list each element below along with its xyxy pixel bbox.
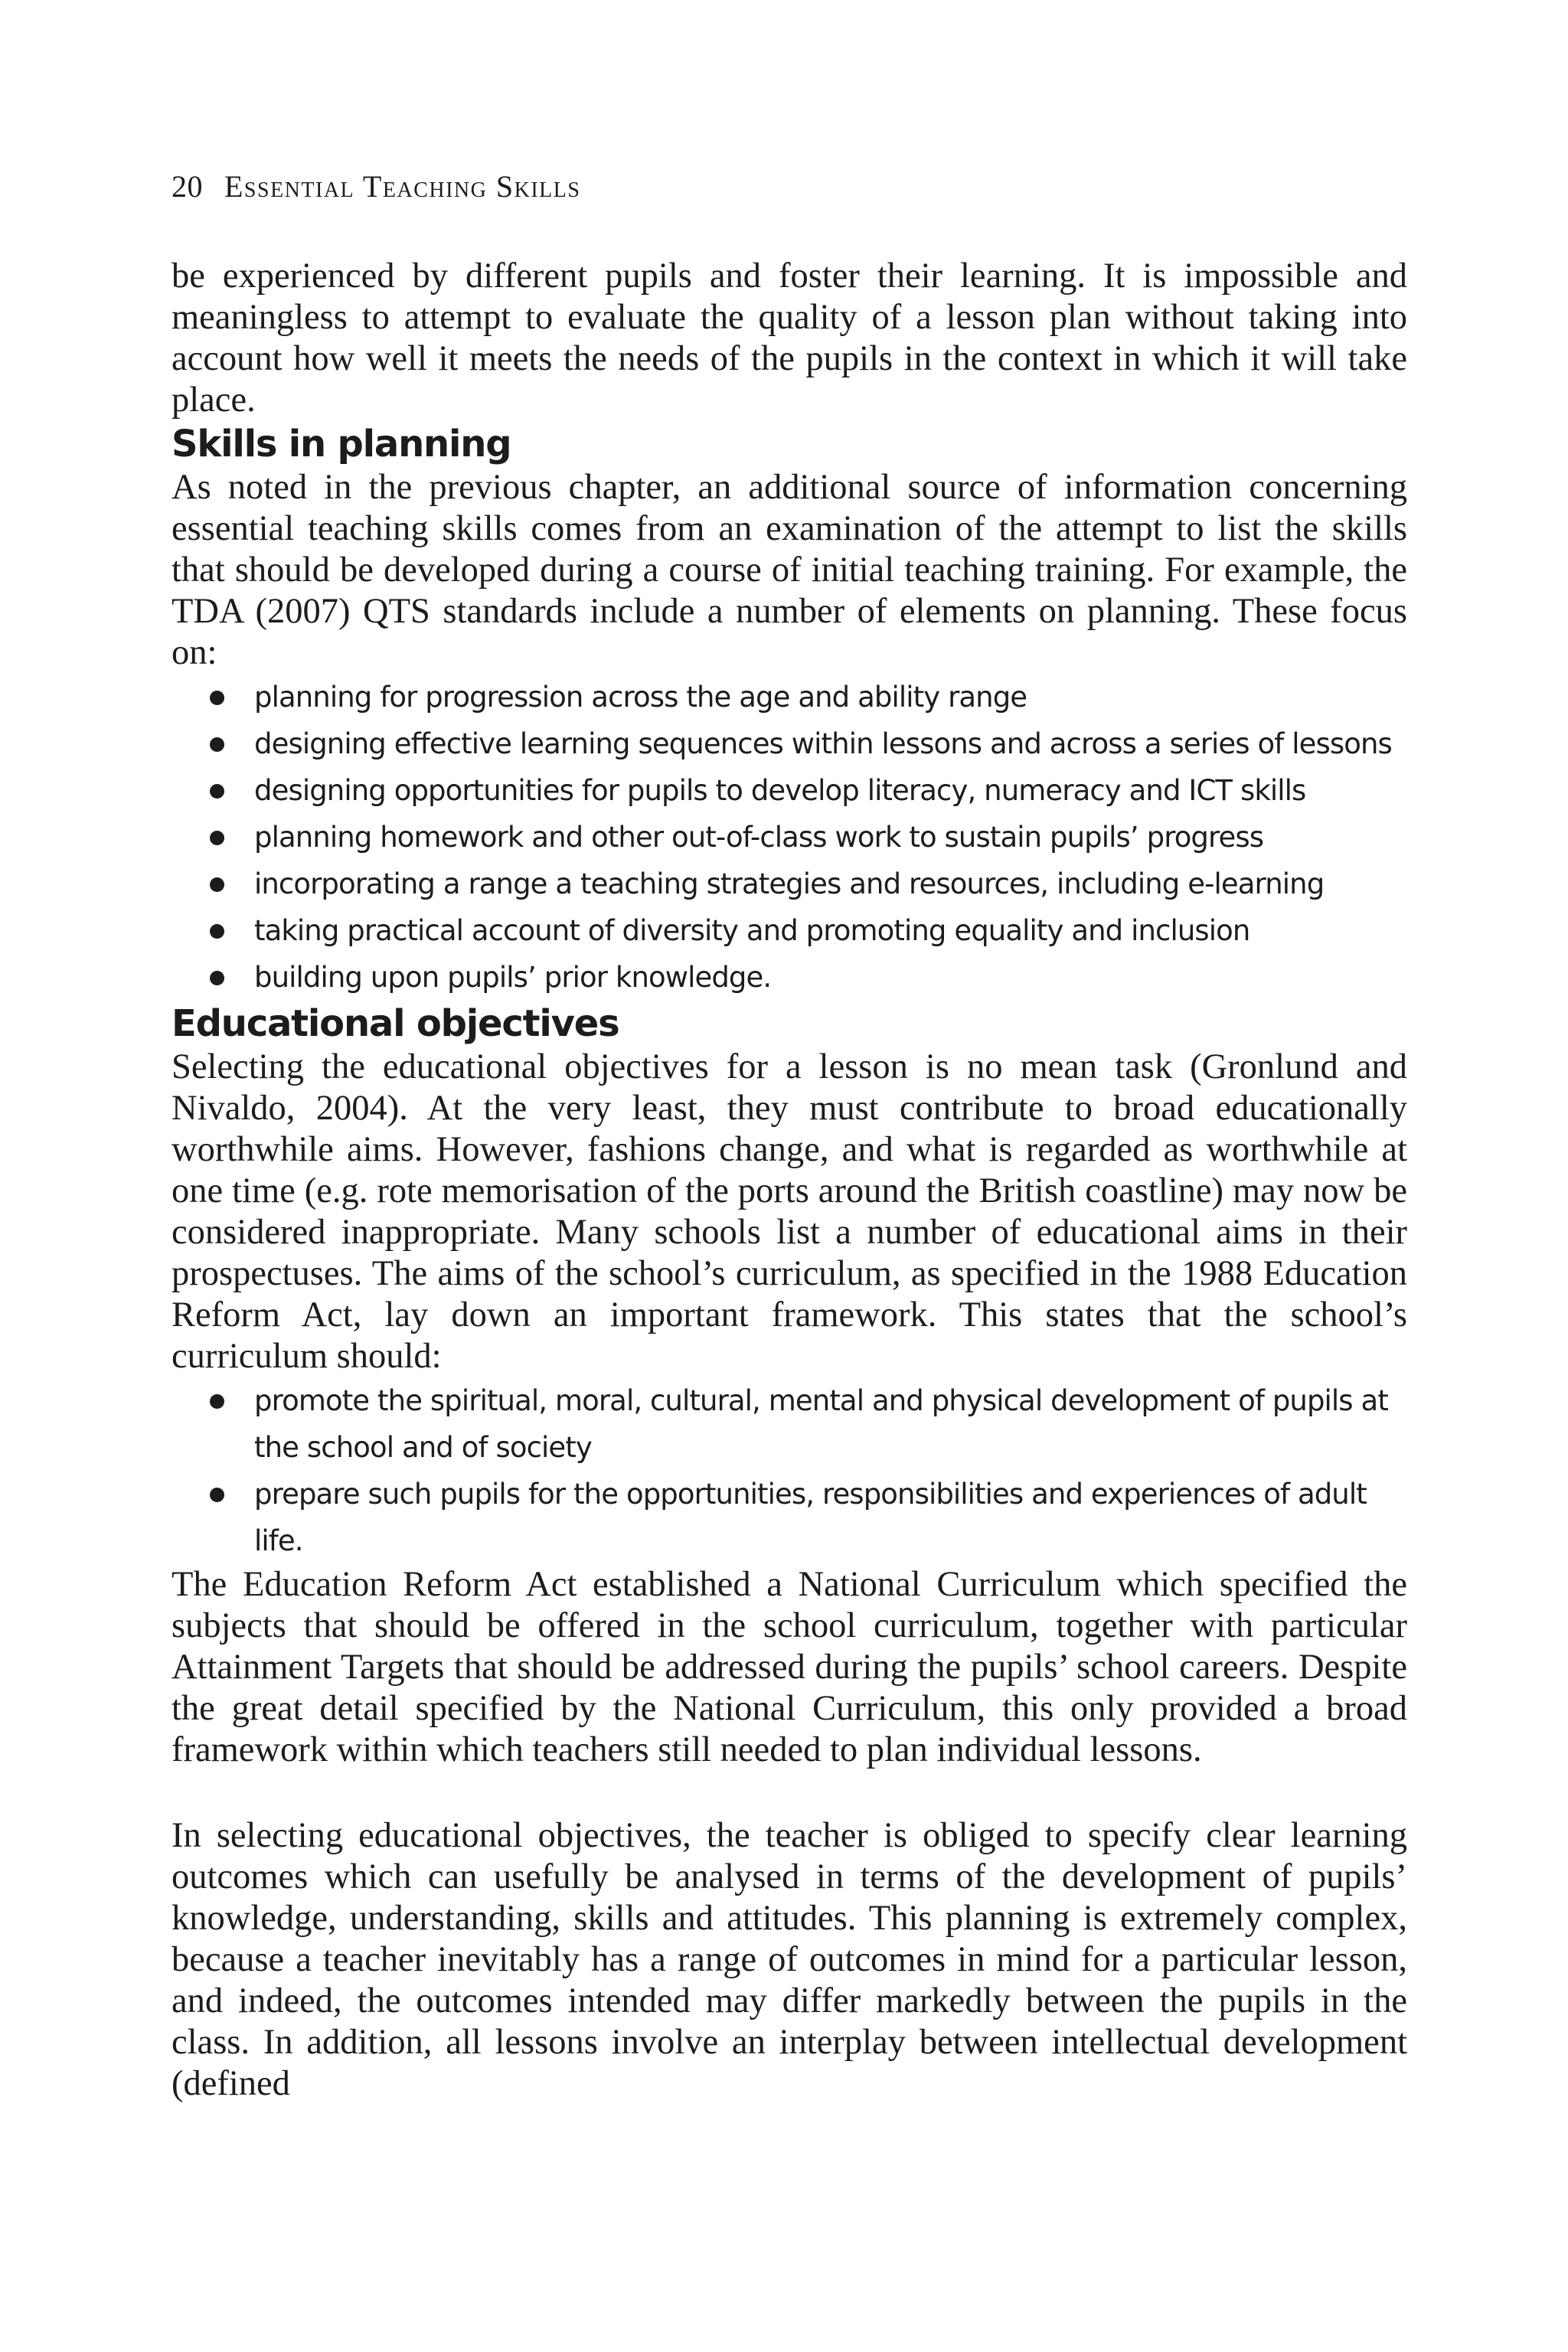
bullet-icon (210, 877, 224, 892)
list-item: designing effective learning sequences within lessons and across a series of lessons (210, 720, 1407, 767)
objectives-paragraph-2: The Education Reform Act established a National Curriculum which specified the subjects that should be offered in the school curriculum, together with particular Attainment Targets that should be addressed during the pupils’ school careers. Despite the great detail specified by the National Curriculum, this only provided a broad framework within which teachers still needed to plan individual lessons. (172, 1565, 1407, 1769)
list-item: planning homework and other out-of-class work to sustain pupils’ progress (210, 814, 1407, 861)
bullet-icon (210, 831, 224, 845)
list-item: planning for progression across the age and ability range (210, 674, 1407, 720)
bullet-icon (210, 924, 224, 939)
list-item: prepare such pupils for the opportunities, responsibilities and experiences of adult life. (210, 1471, 1407, 1564)
bullet-icon (210, 971, 224, 985)
intro-paragraph: be experienced by different pupils and foster their learning. It is impossible and meaningless to attempt to evaluate the quality of a lesson plan without taking into account how well it meets the needs of the pupils in the context in which it will take place. (172, 256, 1407, 420)
page-number: 20 (172, 169, 203, 204)
running-title: Essential Teaching Skills (224, 169, 581, 204)
bullet-icon (210, 1394, 224, 1409)
planning-elements-list (172, 674, 1407, 1001)
list-item: taking practical account of diversity and promoting equality and inclusion (210, 907, 1407, 954)
list-item: incorporating a range a teaching strategies and resources, including e-learning (210, 861, 1407, 907)
bullet-icon (210, 691, 224, 705)
curriculum-aims-list (172, 1377, 1407, 1564)
running-header (172, 168, 1407, 205)
objectives-paragraph-3: In selecting educational objectives, the teacher is obliged to specify clear learning outcomes which can usefully be analysed in terms of the development of pupils’ knowledge, understanding, skills and attitudes. This planning is extremely complex, because a teacher inevitably has a range of outcomes in mind for a particular lesson, and indeed, the outcomes intended may differ markedly between the pupils in the class. In addition, all lessons involve an interplay between intellectual development (defined (172, 1816, 1407, 2103)
section-heading-educational-objectives: Educational objectives (172, 1002, 619, 1045)
bullet-icon (210, 1488, 224, 1502)
bullet-icon (210, 737, 224, 752)
section-heading-skills-in-planning: Skills in planning (172, 423, 511, 466)
objectives-paragraph-1: Selecting the educational objectives for a lesson is no mean task (Gronlund and Nivaldo, 2004). At the very least, they must contribute to broad educationally worthwhile aims. However, fashions change, and what is regarded as worthwhile at one time (e.g. rote memorisation of the ports around the British coastline) may now be considered inappropriate. Many schools list a number of educational aims in their prospectuses. The aims of the school’s curriculum, as specified in the 1988 Education Reform Act, lay down an important framework. This states that the school’s curriculum should: (172, 1047, 1407, 1376)
list-item: designing opportunities for pupils to develop literacy, numeracy and ICT skills (210, 767, 1407, 814)
list-item: building upon pupils’ prior knowledge. (210, 954, 1407, 1001)
bullet-icon (210, 784, 224, 799)
skills-paragraph: As noted in the previous chapter, an additional source of information concerning essential teaching skills comes from an examination of the attempt to list the skills that should be developed during a course of initial teaching training. For example, the TDA (2007) QTS standards include a number of elements on planning. These focus on: (172, 468, 1407, 672)
list-item: promote the spiritual, moral, cultural, mental and physical development of pupils at the school and of society (210, 1377, 1407, 1471)
